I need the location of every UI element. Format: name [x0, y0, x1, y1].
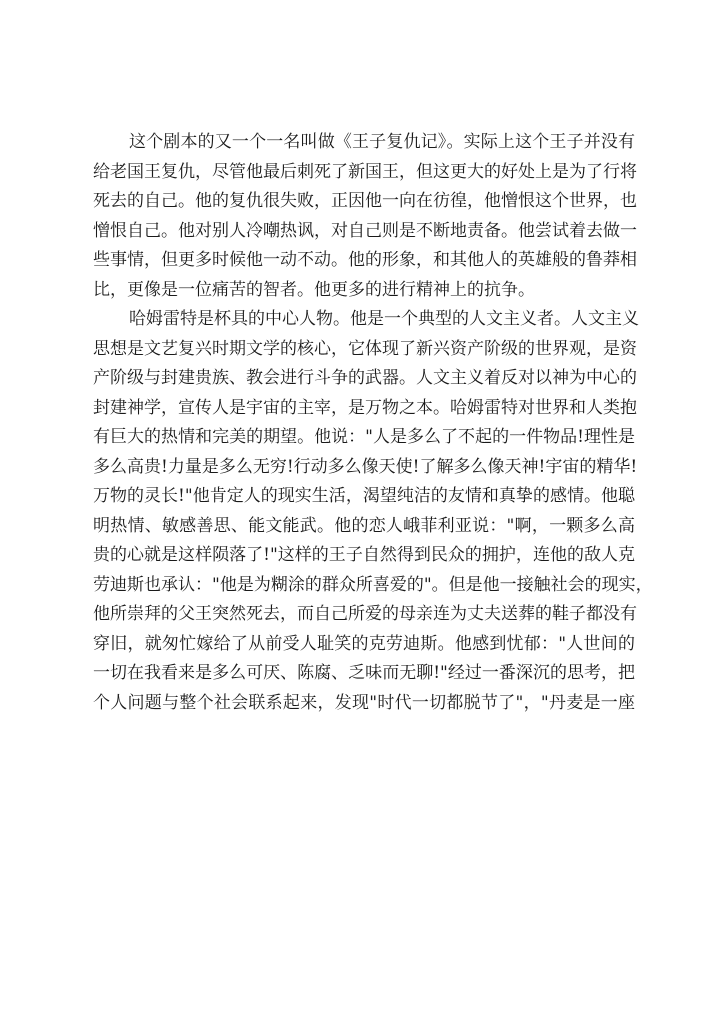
text-line: 他所崇拜的父王突然死去，而自己所爱的母亲连为丈夫送葬的鞋子都没有: [93, 604, 637, 624]
paragraph-2: [93, 305, 653, 718]
text-line: 封建神学，宣传人是宇宙的主宰，是万物之本。哈姆雷特对世界和人类抱: [93, 397, 637, 418]
text-line: 比，更像是一位痛苦的智者。他更多的进行精神上的抗争。: [93, 279, 535, 300]
text-line: 明热情、敏感善思、能文能武。他的恋人峨菲利亚说："啊，一颗多么高: [93, 515, 635, 536]
text-line: 万物的灵长!"他肯定人的现实生活，渴望纯洁的友情和真挚的感情。他聪: [93, 486, 635, 506]
text-line: 穿旧，就匆忙嫁给了从前受人耻笑的克劳迪斯。他感到忧郁："人世间的: [93, 633, 635, 654]
text-line: 贵的心就是这样陨落了!"这样的王子自然得到民众的拥护，连他的敌人克: [93, 545, 635, 565]
text-line: 产阶级与封建贵族、教会进行斗争的武器。人文主义着反对以神为中心的: [93, 368, 637, 388]
text-line: 思想是文艺复兴时期文学的核心，它体现了新兴资产阶级的世界观，是资: [93, 338, 637, 359]
text-line: 给老国王复仇，尽管他最后刺死了新国王，但这更大的好处上是为了行将: [93, 161, 637, 182]
text-line: 一切在我看来是多么可厌、陈腐、乏味而无聊!"经过一番深沉的思考，把: [93, 663, 635, 683]
paragraph-1: [93, 128, 635, 305]
text-line: 憎恨自己。他对别人冷嘲热讽，对自己则是不断地责备。他尝试着去做一: [93, 220, 637, 241]
text-line: 这个剧本的又一个一名叫做《王子复仇记》。实际上这个王子并没有: [129, 132, 635, 152]
text-line: 劳迪斯也承认："他是为糊涂的群众所喜爱的"。但是他一接触社会的现实，: [93, 574, 653, 595]
text-line: 个人问题与整个社会联系起来，发现"时代一切都脱节了"，"丹麦是一座: [93, 692, 635, 713]
body-text: [93, 128, 653, 718]
text-line: 死去的自己。他的复仇很失败，正因他一向在彷徨，他憎恨这个世界，也: [93, 191, 637, 211]
text-line: 哈姆雷特是杯具的中心人物。他是一个典型的人文主义者。人文主义: [129, 309, 639, 329]
text-line: 有巨大的热情和完美的期望。他说："人是多么了不起的一件物品!理性是: [93, 427, 635, 447]
text-line: 多么高贵!力量是多么无穷!行动多么像天使!了解多么像天神!宇宙的精华!: [93, 456, 638, 477]
text-line: 些事情，但更多时候他一动不动。他的形象，和其他人的英雄般的鲁莽相: [93, 250, 637, 270]
